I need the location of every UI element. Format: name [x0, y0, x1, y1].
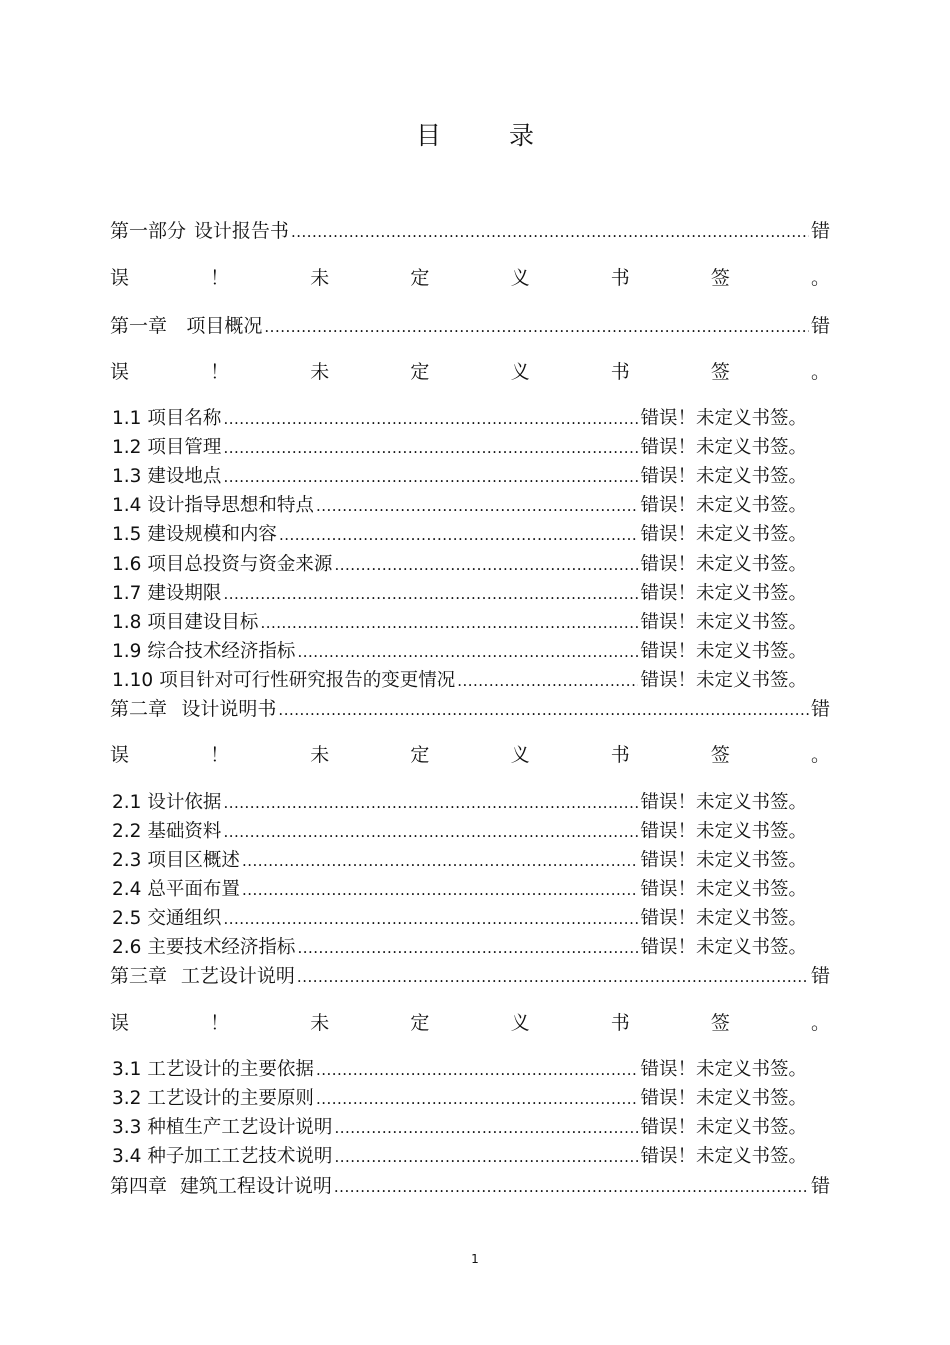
toc-entry-section[interactable]	[112, 1055, 807, 1081]
dot-leader	[223, 437, 638, 458]
section-page-ref: 错误！未定义书签。	[640, 937, 807, 958]
section-title: 工艺设计的主要依据	[147, 1059, 314, 1080]
section-number: 3.1	[112, 1059, 142, 1080]
dot-leader	[223, 466, 638, 487]
dot-leader	[291, 220, 809, 242]
toc-entry-ch3[interactable]	[110, 961, 830, 989]
section-number: 2.4	[112, 879, 142, 900]
section-title: 建设规模和内容	[147, 524, 277, 546]
toc-title: 目 录	[416, 121, 564, 150]
dot-leader	[260, 612, 638, 633]
dot-leader	[278, 698, 809, 720]
dot-leader	[316, 1088, 639, 1109]
toc-entry-section[interactable]	[112, 846, 807, 872]
toc-wrap-line: 误 ！ 未 定 义 书 签 。	[110, 267, 830, 289]
section-page-ref: 错误！未定义书签。	[640, 908, 807, 929]
section-number: 2.2	[112, 821, 142, 842]
toc-entry-section[interactable]	[112, 520, 807, 546]
section-page-ref: 错误！未定义书签。	[640, 792, 807, 813]
toc-entry-section[interactable]	[112, 904, 807, 930]
section-page-ref: 错误！未定义书签。	[640, 524, 807, 546]
section-title: 项目名称	[147, 408, 222, 429]
dot-leader	[334, 1117, 638, 1138]
section-title: 项目针对可行性研究报告的变更情况	[159, 669, 456, 691]
section-page-ref: 错误！未定义书签。	[640, 1059, 807, 1080]
section-number: 1.5	[112, 524, 142, 546]
toc-entry-section[interactable]	[112, 491, 807, 517]
toc-entry-part1[interactable]	[110, 216, 830, 244]
section-title: 总平面布置	[147, 879, 240, 900]
dot-leader	[223, 792, 638, 813]
section-page-ref: 错误！未定义书签。	[640, 437, 807, 459]
section-page-ref: 错误！未定义书签。	[640, 1088, 807, 1109]
section-number: 1.10	[112, 669, 154, 691]
section-page-ref: 错误！未定义书签。	[640, 611, 807, 633]
entry-title: 项目概况	[186, 315, 263, 337]
section-title: 工艺设计的主要原则	[147, 1088, 314, 1109]
dot-leader	[242, 850, 639, 871]
section-number: 2.1	[112, 792, 142, 813]
section-title: 建设地点	[147, 466, 222, 488]
entry-label: 第一部分	[110, 220, 187, 242]
section-number: 1.8	[112, 611, 142, 633]
dot-leader	[264, 315, 809, 337]
dot-leader	[297, 937, 638, 958]
section-page-ref: 错误！未定义书签。	[640, 495, 807, 517]
section-title: 种子加工工艺技术说明	[147, 1146, 333, 1167]
dot-leader	[316, 495, 639, 516]
entry-page-ref: 错	[810, 220, 830, 242]
section-title: 项目建设目标	[147, 611, 259, 633]
dot-leader	[242, 879, 639, 900]
section-title: 综合技术经济指标	[147, 640, 296, 662]
entry-title: 建筑工程设计说明	[179, 1175, 332, 1197]
dot-leader	[279, 524, 639, 545]
entry-title: 设计报告书	[193, 220, 289, 242]
entry-page-ref: 错	[810, 965, 830, 987]
toc-entry-section[interactable]	[112, 433, 807, 459]
dot-leader	[223, 908, 638, 929]
dot-leader	[334, 1175, 809, 1197]
toc-wrap-line: 误 ！ 未 定 义 书 签 。	[110, 1012, 830, 1034]
dot-leader	[297, 965, 809, 987]
dot-leader	[223, 408, 638, 429]
section-number: 1.3	[112, 466, 142, 488]
section-page-ref: 错误！未定义书签。	[640, 582, 807, 604]
dot-leader	[223, 821, 638, 842]
section-number: 1.7	[112, 582, 142, 604]
section-page-ref: 错误！未定义书签。	[640, 821, 807, 842]
entry-label: 第一章	[110, 315, 168, 337]
section-title: 项目区概述	[147, 850, 240, 871]
toc-entry-section[interactable]	[112, 1113, 807, 1139]
entry-title: 设计说明书	[181, 698, 277, 720]
dot-leader	[457, 670, 638, 691]
section-page-ref: 错误！未定义书签。	[640, 1117, 807, 1138]
entry-title: 工艺设计说明	[180, 965, 295, 987]
toc-entry-ch4[interactable]	[110, 1171, 830, 1199]
section-number: 1.2	[112, 437, 142, 459]
section-page-ref: 错误！未定义书签。	[640, 408, 807, 429]
section-title: 设计指导思想和特点	[147, 495, 314, 517]
entry-page-ref: 错	[810, 1175, 830, 1197]
toc-entry-section[interactable]	[112, 637, 807, 663]
section-page-ref: 错误！未定义书签。	[640, 466, 807, 488]
section-number: 1.1	[112, 408, 142, 429]
toc-entry-section[interactable]	[112, 1142, 807, 1168]
section-page-ref: 错误！未定义书签。	[640, 669, 807, 691]
toc-entry-section[interactable]	[112, 608, 807, 634]
section-page-ref: 错误！未定义书签。	[640, 640, 807, 662]
section-title: 基础资料	[147, 821, 222, 842]
entry-page-ref: 错	[810, 698, 830, 720]
toc-entry-section[interactable]	[112, 579, 807, 605]
section-title: 设计依据	[147, 792, 222, 813]
toc-entry-ch2[interactable]	[110, 694, 830, 722]
section-title: 交通组织	[147, 908, 222, 929]
section-number: 2.3	[112, 850, 142, 871]
section-title: 主要技术经济指标	[147, 937, 296, 958]
toc-entry-section[interactable]	[112, 550, 807, 576]
toc-entry-section[interactable]	[112, 933, 807, 959]
entry-label: 第四章	[110, 1175, 168, 1197]
section-title: 项目总投资与资金来源	[147, 553, 333, 575]
section-title: 建设期限	[147, 582, 222, 604]
section-title: 种植生产工艺设计说明	[147, 1117, 333, 1138]
section-page-ref: 错误！未定义书签。	[640, 850, 807, 871]
section-page-ref: 错误！未定义书签。	[640, 879, 807, 900]
section-page-ref: 错误！未定义书签。	[640, 553, 807, 575]
section-number: 3.2	[112, 1088, 142, 1109]
section-page-ref: 错误！未定义书签。	[640, 1146, 807, 1167]
toc-wrap-line: 误 ！ 未 定 义 书 签 。	[110, 744, 830, 766]
entry-page-ref: 错	[810, 315, 830, 337]
page-number: 1	[471, 1252, 479, 1266]
toc-entry-section[interactable]	[112, 666, 807, 692]
dot-leader	[334, 554, 638, 575]
section-number: 2.5	[112, 908, 142, 929]
entry-label: 第三章	[110, 965, 168, 987]
toc-entry-section[interactable]	[112, 1084, 807, 1110]
section-number: 2.6	[112, 937, 142, 958]
dot-leader	[223, 583, 638, 604]
section-number: 3.3	[112, 1117, 142, 1138]
dot-leader	[297, 641, 638, 662]
toc-entry-section[interactable]	[112, 817, 807, 843]
section-number: 1.6	[112, 553, 142, 575]
toc-entry-section[interactable]	[112, 462, 807, 488]
toc-entry-ch1[interactable]	[110, 311, 830, 339]
section-number: 1.9	[112, 640, 142, 662]
dot-leader	[334, 1146, 638, 1167]
toc-wrap-line: 误 ！ 未 定 义 书 签 。	[110, 361, 830, 383]
toc-entry-section[interactable]	[112, 788, 807, 814]
dot-leader	[316, 1059, 639, 1080]
section-number: 3.4	[112, 1146, 142, 1167]
section-number: 1.4	[112, 495, 142, 517]
entry-label: 第二章	[110, 698, 168, 720]
section-title: 项目管理	[147, 437, 222, 459]
toc-entry-section[interactable]	[112, 404, 807, 430]
toc-entry-section[interactable]	[112, 875, 807, 901]
